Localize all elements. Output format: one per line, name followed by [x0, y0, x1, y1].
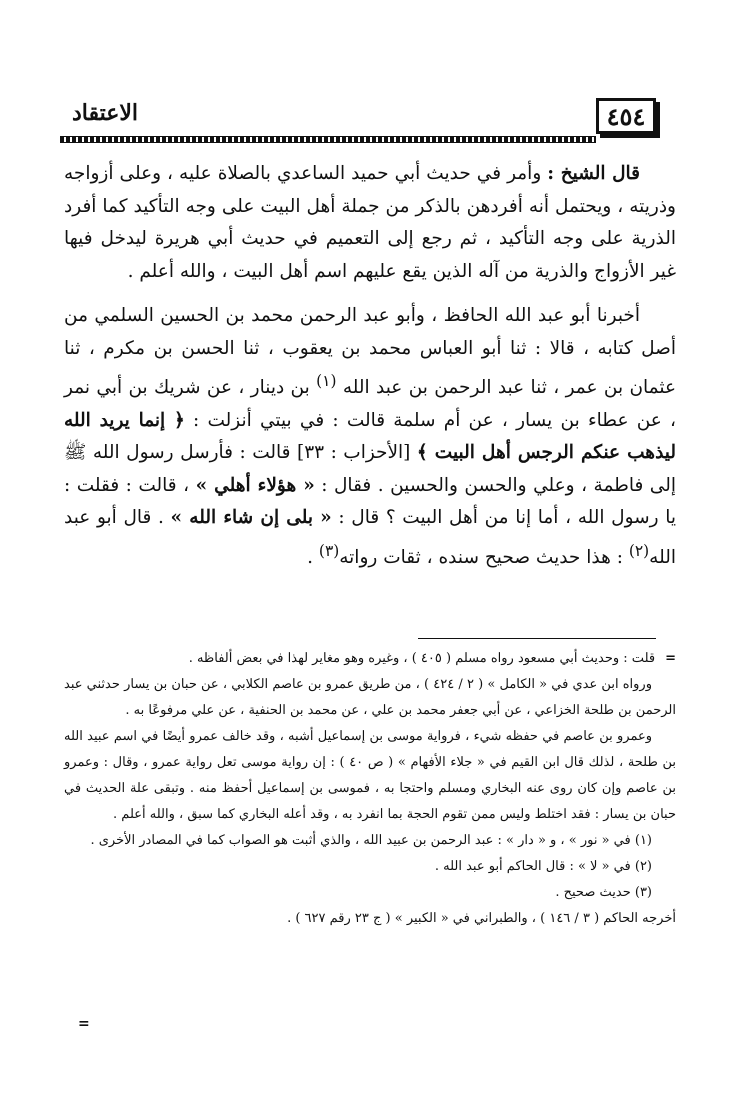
hadith-part-5: . قال أبو عبد الله: [64, 507, 676, 568]
hadith-quote-2: « بلى إن شاء الله »: [170, 507, 332, 529]
footnote-ref-3[interactable]: (٣): [318, 541, 340, 560]
footnote-divider: [418, 638, 656, 639]
continuation-mark-end: =: [78, 1016, 90, 1032]
isnad-part-1: أخبرنا أبو عبد الله الحافظ ، وأبو عبد الرحمن محمد بن الحسين السلمي من أصل كتابه ، قالا : ثنا أبو العباس محمد بن يعقوب ، ثنا الحسن بن مكرم ، ثنا عثمان بن عمر ، ثنا عبد الرحمن بن عبد الله: [64, 305, 676, 399]
page-number-text: ٤٥٤: [606, 101, 646, 131]
quran-verse: ﴿ إنما يريد الله ليذهب عنكم الرجس أهل البيت ﴾: [64, 409, 676, 464]
hadith-part-3: [الأحزاب : ٣٣] قالت : فأرسل رسول الله ﷺ إلى فاطمة ، وعلي والحسن والحسين . فقال :: [64, 442, 677, 496]
hadith-part-6: : هذا حديث صحيح سنده ، ثقات رواته: [339, 546, 629, 568]
paragraph-lead: قال الشيخ :: [547, 163, 640, 184]
footnote-2: (٢) في « لا » : قال الحاكم أبو عبد الله .: [434, 859, 652, 874]
footnote-3: (٣) حديث صحيح .: [555, 885, 652, 900]
running-header-title: الاعتقاد: [71, 100, 139, 126]
page-number: [596, 98, 656, 134]
footnotes: [64, 646, 676, 932]
footnote-continuation-3: وعمرو بن عاصم في حفظه شيء ، فرواية موسى بن إسماعيل أشبه ، وقد خالف عمرو أيضًا في اسم عبيد الله بن طلحة ، لذلك قال ابن القيم في « جلاء الأفهام » ( ص ٤٠ ) : إن رواية موسى تعل رواية عمرو ، وقال : وعمرو بن عاصم وإن كان روى عنه البخاري ومسلم واحتجا به ، فموسى بن إسماعيل أحفظ منه . وتبقى علة الحديث في حبان بن يسار : فقد اختلط وليس ممن تقوم الحجة بما انفرد به ، وقد أعله البخاري كما سبق ، والله أعلم .: [64, 729, 676, 822]
footnote-continuation-2: ورواه ابن عدي في « الكامل » ( ٢ / ٤٢٤ ) ، من طريق عمرو بن عاصم الكلابي ، عن حبان بن يسار حدثني عبد الرحمن بن طلحة الخزاعي ، عن أبي جعفر محمد بن علي ، عن محمد بن الحنفية ، عن علي مرفوعًا به .: [64, 677, 676, 718]
footnote-ref-2[interactable]: (٢): [628, 541, 650, 560]
hadith-part-4: ، قالت : فقلت : يا رسول الله ، أما إنا من أهل البيت ؟ قال :: [64, 474, 677, 529]
footnote-3-detail: أخرجه الحاكم ( ٣ / ١٤٦ ) ، والطبراني في « الكبير » ( ج ٢٣ رقم ٦٢٧ ) .: [287, 911, 676, 926]
paragraph-1-text: وأمر في حديث أبي حميد الساعدي بالصلاة عليه ، وعلى أزواجه وذريته ، ويحتمل أنه أفردهن بالذكر من جملة أهل البيت على وجه التأكيد كما أفرد الذرية على وجه التأكيد ، ثم رجع إلى التعميم في حديث أبي هريرة ليدخل فيها غير الأزواج والذرية من آله الذين يقع عليهم اسم أهل البيت ، والله أعلم .: [64, 163, 676, 282]
isnad-part-2: بن دينار ، عن شريك بن أبي نمر ، عن عطاء بن يسار ، عن أم سلمة قالت : في بيتي أنزلت :: [64, 377, 676, 431]
footnote-continuation-1: [64, 646, 676, 672]
hadith-end: .: [307, 546, 319, 568]
footnote-continuation-1-text: قلت : وحديث أبي مسعود رواه مسلم ( ٤٠٥ ) ، وغيره وهو مغاير لهذا في بعض ألفاظه .: [188, 651, 656, 666]
continuation-mark: =: [665, 651, 676, 666]
footnote-ref-1[interactable]: (١): [316, 372, 337, 390]
hadith-quote-1: « هؤلاء أهلي »: [195, 474, 315, 496]
main-text: [64, 158, 676, 574]
paragraph-1: [64, 158, 676, 288]
footnote-1: (١) في « نور » ، و « دار » : عبد الرحمن بن عبيد الله ، والذي أثبت هو الصواب كما في المصادر الأخرى .: [90, 833, 652, 848]
header-rule: [60, 136, 596, 143]
paragraph-2: [64, 300, 676, 574]
